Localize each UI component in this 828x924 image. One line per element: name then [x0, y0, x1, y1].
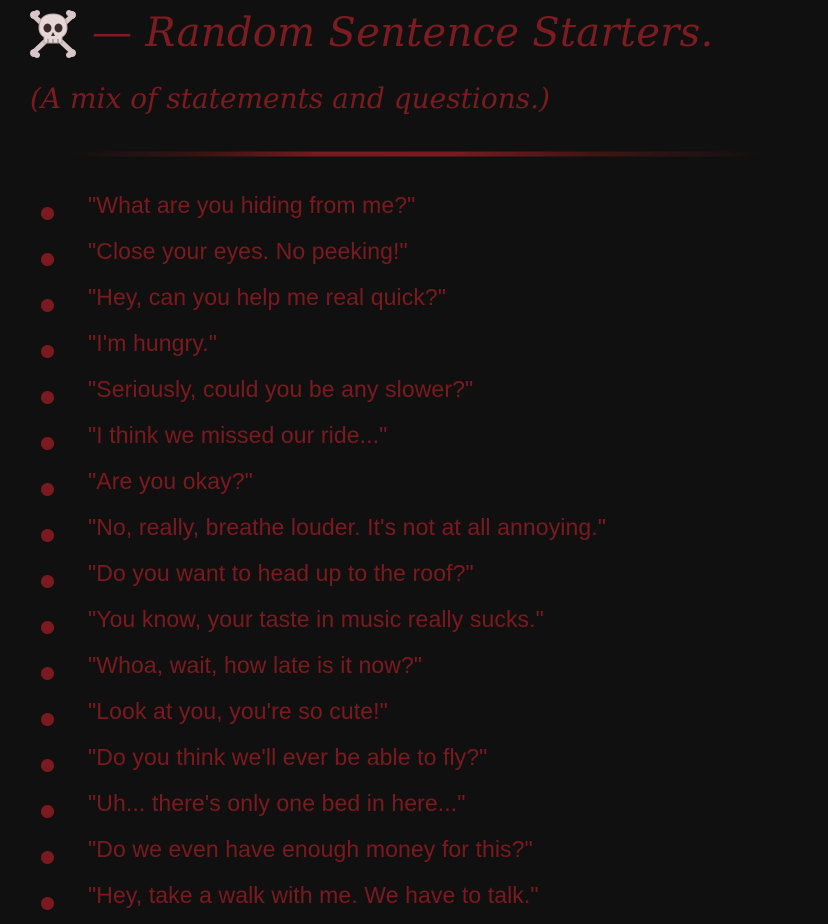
- bullet-icon: [41, 713, 54, 726]
- list-item: [0, 782, 828, 828]
- sentence-list: [0, 184, 828, 920]
- bullet-icon: [41, 437, 54, 450]
- list-item: [0, 828, 828, 874]
- list-item-text: "Whoa, wait, how late is it now?": [88, 652, 423, 678]
- list-item-text: "Look at you, you're so cute!": [88, 698, 388, 724]
- bullet-icon: [41, 483, 54, 496]
- header: [28, 6, 818, 115]
- list-item: [0, 644, 828, 690]
- page-subtitle: (A mix of statements and questions.): [30, 82, 550, 115]
- list-item-text: "No, really, breathe louder. It's not at all annoying.": [88, 514, 607, 540]
- list-item: [0, 736, 828, 782]
- bullet-icon: [41, 345, 54, 358]
- bullet-icon: [41, 759, 54, 772]
- list-item-text: "Close your eyes. No peeking!": [88, 238, 408, 264]
- list-item-text: "I think we missed our ride...": [88, 422, 388, 448]
- bullet-icon: [41, 391, 54, 404]
- list-item-text: "I'm hungry.": [88, 330, 217, 356]
- bullet-icon: [41, 207, 54, 220]
- list-item-text: "Do we even have enough money for this?": [88, 836, 533, 862]
- list-item: [0, 368, 828, 414]
- bullet-icon: [41, 529, 54, 542]
- bullet-icon: [41, 897, 54, 910]
- bullet-icon: [41, 299, 54, 312]
- list-item-text: "Hey, take a walk with me. We have to talk.": [88, 882, 539, 908]
- list-item-text: "Seriously, could you be any slower?": [88, 376, 474, 402]
- list-item: [0, 552, 828, 598]
- list-item-text: "Uh... there's only one bed in here...": [88, 790, 466, 816]
- bullet-icon: [41, 621, 54, 634]
- bullet-icon: [41, 851, 54, 864]
- list-item-text: "What are you hiding from me?": [88, 192, 416, 218]
- divider: [72, 150, 762, 158]
- list-item-text: "You know, your taste in music really sucks.": [88, 606, 544, 632]
- list-item-text: "Do you think we'll ever be able to fly?": [88, 744, 488, 770]
- bullet-icon: [41, 667, 54, 680]
- bullet-icon: [41, 253, 54, 266]
- list-item-text: "Are you okay?": [88, 468, 253, 494]
- list-item: [0, 874, 828, 920]
- bullet-icon: [41, 575, 54, 588]
- bullet-icon: [41, 805, 54, 818]
- list-item: [0, 184, 828, 230]
- list-item: [0, 460, 828, 506]
- list-item: [0, 322, 828, 368]
- list-item: [0, 230, 828, 276]
- page-title: — Random Sentence Starters.: [92, 10, 714, 56]
- list-item: [0, 276, 828, 322]
- title-row: [28, 6, 818, 60]
- list-item: [0, 690, 828, 736]
- list-item-text: "Do you want to head up to the roof?": [88, 560, 474, 586]
- skull-crossbones-icon: [28, 8, 78, 58]
- list-item: [0, 598, 828, 644]
- list-item: [0, 506, 828, 552]
- list-item: [0, 414, 828, 460]
- list-item-text: "Hey, can you help me real quick?": [88, 284, 447, 310]
